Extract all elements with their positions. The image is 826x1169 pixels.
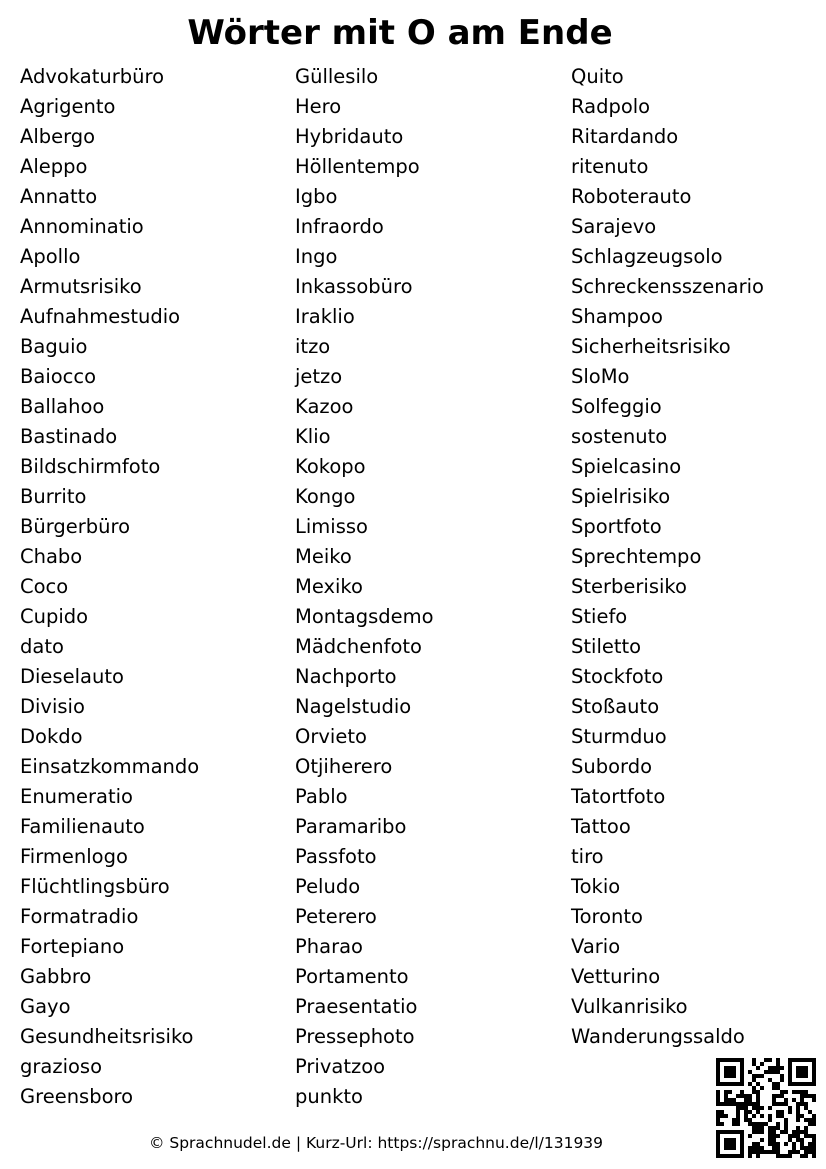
word-item: Kokopo — [295, 455, 366, 478]
word-item: Bastinado — [20, 425, 118, 448]
word-item: Greensboro — [20, 1085, 134, 1108]
word-column-2 — [295, 62, 434, 1112]
word-item: Albergo — [20, 125, 96, 148]
word-item: Spielrisiko — [571, 485, 671, 508]
word-item: Ballahoo — [20, 395, 105, 418]
word-item: Roboterauto — [571, 185, 692, 208]
word-item: Klio — [295, 425, 331, 448]
word-item: Kazoo — [295, 395, 354, 418]
word-item: Stoßauto — [571, 695, 660, 718]
word-column-1 — [20, 62, 199, 1112]
word-item: Firmenlogo — [20, 845, 128, 868]
word-item: Baiocco — [20, 365, 97, 388]
word-item: jetzo — [295, 365, 343, 388]
word-item: Nagelstudio — [295, 695, 412, 718]
word-item: Ritardando — [571, 125, 679, 148]
qr-code-icon — [716, 1058, 816, 1158]
word-item: Sturmduo — [571, 725, 667, 748]
word-item: Annatto — [20, 185, 98, 208]
word-item: Advokaturbüro — [20, 65, 165, 88]
word-item: Familienauto — [20, 815, 145, 838]
word-item: Einsatzkommando — [20, 755, 200, 778]
word-item: Fortepiano — [20, 935, 125, 958]
word-item: punkto — [295, 1085, 363, 1108]
word-item: Vulkanrisiko — [571, 995, 688, 1018]
word-item: Gabbro — [20, 965, 92, 988]
word-item: Agrigento — [20, 95, 116, 118]
word-item: dato — [20, 635, 64, 658]
word-item: Portamento — [295, 965, 409, 988]
word-item: Aufnahmestudio — [20, 305, 181, 328]
word-item: Enumeratio — [20, 785, 133, 808]
word-item: Sprechtempo — [571, 545, 702, 568]
word-item: Solfeggio — [571, 395, 662, 418]
word-item: Flüchtlingsbüro — [20, 875, 170, 898]
word-item: grazioso — [20, 1055, 103, 1078]
word-item: itzo — [295, 335, 331, 358]
word-item: Divisio — [20, 695, 85, 718]
word-item: Burrito — [20, 485, 87, 508]
word-item: Güllesilo — [295, 65, 379, 88]
word-item: Bürgerbüro — [20, 515, 131, 538]
word-item: tiro — [571, 845, 604, 868]
word-item: Inkassobüro — [295, 275, 413, 298]
word-item: Peludo — [295, 875, 361, 898]
word-item: Coco — [20, 575, 69, 598]
word-item: Pablo — [295, 785, 348, 808]
word-item: Radpolo — [571, 95, 651, 118]
word-item: Armutsrisiko — [20, 275, 142, 298]
footer-source: © Sprachnudel.de | Kurz-Url: https://sprachnu.de/l/131939 — [148, 1134, 604, 1152]
word-item: Praesentatio — [295, 995, 418, 1018]
word-item: Shampoo — [571, 305, 663, 328]
word-item: Dokdo — [20, 725, 83, 748]
word-column-3 — [571, 62, 764, 1052]
word-item: Otjiherero — [295, 755, 393, 778]
word-item: Limisso — [295, 515, 368, 538]
word-item: Mädchenfoto — [295, 635, 422, 658]
word-item: Cupido — [20, 605, 89, 628]
word-item: Stiletto — [571, 635, 642, 658]
word-item: Paramaribo — [295, 815, 407, 838]
word-item: Peterero — [295, 905, 377, 928]
word-item: Formatradio — [20, 905, 139, 928]
word-item: Privatzoo — [295, 1055, 386, 1078]
word-item: Pressephoto — [295, 1025, 415, 1048]
word-item: Tattoo — [571, 815, 631, 838]
word-item: Igbo — [295, 185, 338, 208]
word-item: Gesundheitsrisiko — [20, 1025, 194, 1048]
word-item: Stockfoto — [571, 665, 664, 688]
word-item: Meiko — [295, 545, 352, 568]
word-item: Wanderungssaldo — [571, 1025, 745, 1048]
word-item: Apollo — [20, 245, 81, 268]
word-item: Tokio — [571, 875, 621, 898]
word-item: Orvieto — [295, 725, 367, 748]
word-item: Gayo — [20, 995, 71, 1018]
word-item: Pharao — [295, 935, 363, 958]
word-item: Sicherheitsrisiko — [571, 335, 731, 358]
word-item: SloMo — [571, 365, 630, 388]
word-item: Vetturino — [571, 965, 661, 988]
word-item: Iraklio — [295, 305, 355, 328]
word-item: Infraordo — [295, 215, 384, 238]
word-item: Passfoto — [295, 845, 377, 868]
word-item: Hero — [295, 95, 342, 118]
word-item: Baguio — [20, 335, 88, 358]
word-item: Schlagzeugsolo — [571, 245, 723, 268]
word-item: Mexiko — [295, 575, 363, 598]
word-item: Montagsdemo — [295, 605, 434, 628]
page-title: Wörter mit O am Ende — [187, 13, 613, 53]
word-item: Dieselauto — [20, 665, 124, 688]
word-item: Stiefo — [571, 605, 628, 628]
word-item: Kongo — [295, 485, 356, 508]
word-item: Quito — [571, 65, 624, 88]
word-item: Tatortfoto — [571, 785, 666, 808]
word-item: Sarajevo — [571, 215, 657, 238]
word-item: Hybridauto — [295, 125, 404, 148]
word-item: Vario — [571, 935, 621, 958]
word-item: ritenuto — [571, 155, 649, 178]
word-item: Subordo — [571, 755, 653, 778]
word-item: Schreckensszenario — [571, 275, 764, 298]
word-item: Spielcasino — [571, 455, 682, 478]
word-item: sostenuto — [571, 425, 668, 448]
word-item: Sterberisiko — [571, 575, 687, 598]
word-item: Chabo — [20, 545, 83, 568]
word-item: Nachporto — [295, 665, 397, 688]
word-item: Höllentempo — [295, 155, 420, 178]
word-item: Bildschirmfoto — [20, 455, 161, 478]
word-item: Toronto — [571, 905, 643, 928]
word-item: Annominatio — [20, 215, 144, 238]
word-item: Aleppo — [20, 155, 88, 178]
word-item: Sportfoto — [571, 515, 662, 538]
word-item: Ingo — [295, 245, 338, 268]
